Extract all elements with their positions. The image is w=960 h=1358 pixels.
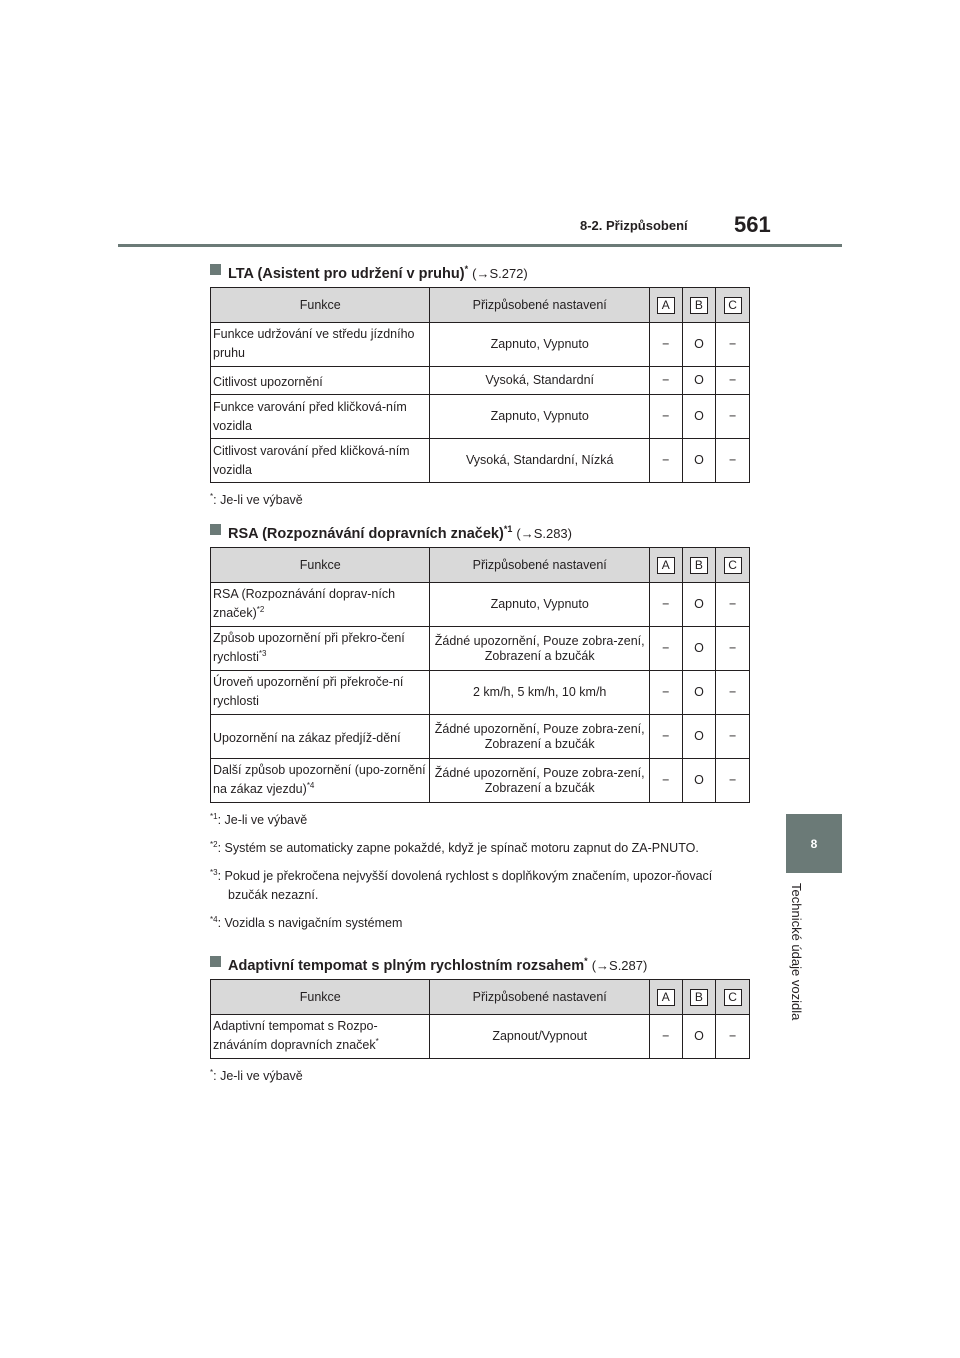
header-c: C — [724, 557, 742, 574]
header-a: A — [657, 989, 675, 1006]
header-nastaveni: Přizpůsobené nastavení — [430, 980, 649, 1015]
table-header-row — [211, 980, 750, 1015]
table-header-row — [211, 288, 750, 323]
section-rsa — [210, 518, 750, 934]
settings-table — [210, 979, 750, 1059]
header-funkce: Funkce — [211, 548, 430, 583]
header-nastaveni: Přizpůsobené nastavení — [430, 548, 649, 583]
header-c: C — [724, 297, 742, 314]
page-number: 561 — [734, 212, 771, 237]
table-row: Upozornění na zákaz předjíž-dění Žádné upozornění, Pouze zobra-zení, Zobrazení a bzučák − O − — [211, 715, 750, 759]
table-row: Citlivost upozornění Vysoká, Standardní − O − — [211, 367, 750, 395]
header-c: C — [724, 989, 742, 1006]
table-header-row — [211, 548, 750, 583]
table-row: Další způsob upozornění (upo-zornění na zákaz vjezdu)$^{*4}$ Žádné upozornění, Pouze zobra-zení, Zobrazení a bzučák − O − — [211, 759, 750, 803]
table-row: Způsob upozornění při překro-čení rychlosti$^{*3}$ Žádné upozornění, Pouze zobra-zení, Zobrazení a bzučák − O − — [211, 627, 750, 671]
chapter-tab: 8 — [786, 814, 842, 873]
table-row: Citlivost varování před kličková-ním vozidla Vysoká, Standardní, Nízká − O − — [211, 439, 750, 483]
bullet-square-icon — [210, 956, 221, 967]
footnotes — [210, 487, 750, 510]
header-section: 8-2. Přizpůsobení — [580, 218, 688, 233]
table-row: Funkce udržování ve středu jízdního pruhu Zapnuto, Vypnuto − O − — [211, 323, 750, 367]
bullet-square-icon — [210, 264, 221, 275]
section-acc — [210, 950, 750, 1086]
section-lta — [210, 258, 750, 510]
section-title: LTA (Asistent pro udržení v pruhu)* (→S.272) — [210, 258, 750, 282]
footnote: $^{*3}$: Pokud je překročena nejvyšší dovolená rychlost s doplňkovým značením, upozor-ňovací bzučák nezazní. — [210, 868, 713, 903]
footnotes — [210, 1063, 750, 1086]
header-b: B — [690, 557, 708, 574]
header-b: B — [690, 989, 708, 1006]
table-row: Funkce varování před kličková-ním vozidla Zapnuto, Vypnuto − O − — [211, 395, 750, 439]
chapter-label: Technické údaje vozidla — [789, 883, 804, 1021]
header-funkce: Funkce — [211, 288, 430, 323]
section-title: RSA (Rozpoznávání dopravních značek)$^{*1}$ (→S.283) — [210, 518, 750, 542]
page-reference: (→S.272) — [472, 265, 528, 281]
header-a: A — [657, 557, 675, 574]
header-a: A — [657, 297, 675, 314]
settings-table — [210, 287, 750, 483]
header-rule — [118, 244, 842, 247]
header-b: B — [690, 297, 708, 314]
table-row: Úroveň upozornění při překroče-ní rychlosti 2 km/h, 5 km/h, 10 km/h − O − — [211, 671, 750, 715]
table-row: Adaptivní tempomat s Rozpo-znáváním dopravních značek* Zapnout/Vypnout − O − — [211, 1015, 750, 1059]
table-row: RSA (Rozpoznávání doprav-ních značek)$^{*2}$ Zapnuto, Vypnuto − O − — [211, 583, 750, 627]
footnote: $^{*2}$: Systém se automaticky zapne pokaždé, když je spínač motoru zapnut do ZA-PNUTO. — [210, 840, 699, 856]
settings-table — [210, 547, 750, 803]
header-funkce: Funkce — [211, 980, 430, 1015]
footnote: *: Je-li ve výbavě — [210, 492, 303, 508]
page-reference: (→S.283) — [516, 525, 572, 541]
header-nastaveni: Přizpůsobené nastavení — [430, 288, 649, 323]
section-title: Adaptivní tempomat s plným rychlostním rozsahem* (→S.287) — [210, 950, 750, 974]
page-reference: (→S.287) — [591, 957, 648, 973]
bullet-square-icon — [210, 524, 221, 535]
footnote: $^{*1}$: Je-li ve výbavě — [210, 812, 308, 828]
footnote: $^{*4}$: Vozidla s navigačním systémem — [210, 915, 403, 931]
footnote: *: Je-li ve výbavě — [210, 1068, 303, 1084]
footnotes — [210, 807, 750, 934]
